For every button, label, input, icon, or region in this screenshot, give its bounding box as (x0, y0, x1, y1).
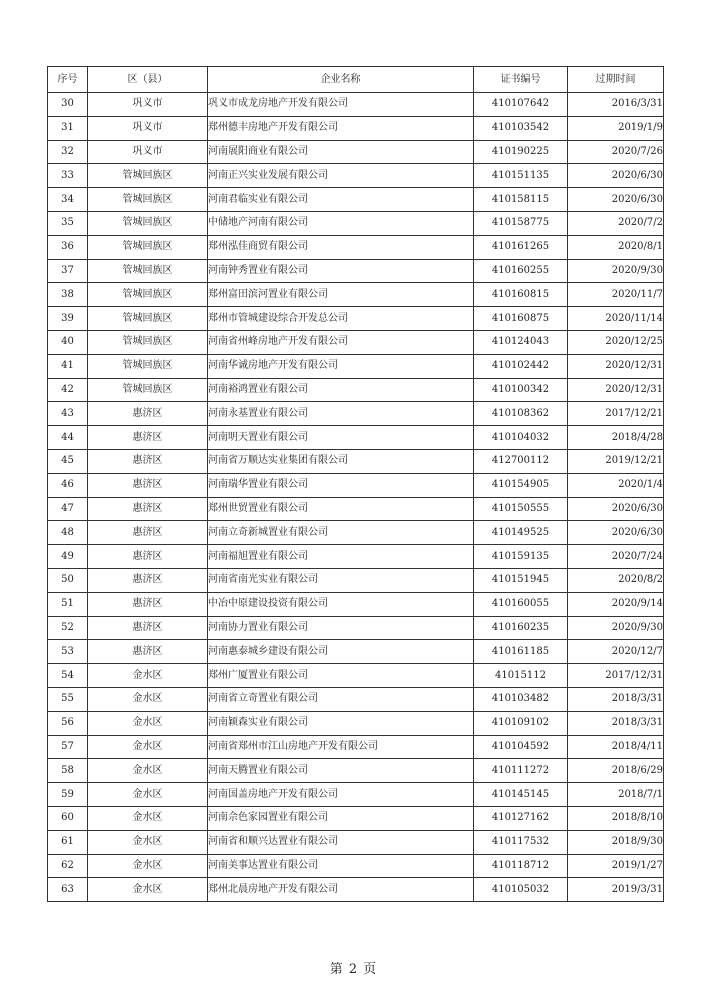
cell-company: 河南华诚房地产开发有限公司 (208, 354, 474, 378)
cell-expiry: 2018/8/10 (568, 806, 664, 830)
cell-district: 金水区 (88, 759, 208, 783)
header-company: 企业名称 (208, 67, 474, 93)
cell-no: 43 (48, 402, 88, 426)
cell-no: 56 (48, 711, 88, 735)
table-row (48, 806, 664, 830)
table-row (48, 402, 664, 426)
cell-cert: 410118712 (474, 854, 568, 878)
cell-district: 管城回族区 (88, 235, 208, 259)
cell-district: 惠济区 (88, 521, 208, 545)
cell-company: 河南正兴实业发展有限公司 (208, 164, 474, 188)
table-row (48, 283, 664, 307)
table-body (48, 93, 664, 902)
cell-district: 惠济区 (88, 497, 208, 521)
cell-company: 河南颖森实业有限公司 (208, 711, 474, 735)
cell-district: 惠济区 (88, 568, 208, 592)
cell-cert: 410109102 (474, 711, 568, 735)
cell-no: 35 (48, 211, 88, 235)
cell-no: 50 (48, 568, 88, 592)
cell-district: 管城回族区 (88, 354, 208, 378)
cell-district: 金水区 (88, 664, 208, 688)
cell-company: 郑州市管城建设综合开发总公司 (208, 307, 474, 331)
cell-expiry: 2019/1/27 (568, 854, 664, 878)
table-row (48, 759, 664, 783)
cell-no: 58 (48, 759, 88, 783)
cell-no: 41 (48, 354, 88, 378)
cell-expiry: 2020/6/30 (568, 188, 664, 212)
cell-expiry: 2017/12/21 (568, 402, 664, 426)
cell-cert: 410102442 (474, 354, 568, 378)
cell-cert: 410111272 (474, 759, 568, 783)
header-row (48, 67, 664, 93)
cell-cert: 410151135 (474, 164, 568, 188)
cell-company: 河南钟秀置业有限公司 (208, 259, 474, 283)
cell-cert: 410161265 (474, 235, 568, 259)
cell-company: 巩义市成龙房地产开发有限公司 (208, 93, 474, 117)
cell-no: 60 (48, 806, 88, 830)
header-district: 区（县） (88, 67, 208, 93)
cell-expiry: 2019/3/31 (568, 878, 664, 902)
table-row (48, 545, 664, 569)
cell-cert: 41015112 (474, 664, 568, 688)
cell-cert: 412700112 (474, 449, 568, 473)
table-row (48, 687, 664, 711)
cell-district: 管城回族区 (88, 164, 208, 188)
cell-no: 33 (48, 164, 88, 188)
cell-company: 郑州世贸置业有限公司 (208, 497, 474, 521)
header-cert: 证书编号 (474, 67, 568, 93)
cell-cert: 410124043 (474, 330, 568, 354)
cell-no: 30 (48, 93, 88, 117)
cell-expiry: 2020/6/30 (568, 521, 664, 545)
cell-company: 郑州北晨房地产开发有限公司 (208, 878, 474, 902)
cell-cert: 410108362 (474, 402, 568, 426)
cell-cert: 410104032 (474, 426, 568, 450)
cell-expiry: 2020/7/2 (568, 211, 664, 235)
cell-cert: 410158775 (474, 211, 568, 235)
cell-cert: 410105032 (474, 878, 568, 902)
cell-company: 河南省南光实业有限公司 (208, 568, 474, 592)
cell-cert: 410150555 (474, 497, 568, 521)
cell-district: 管城回族区 (88, 188, 208, 212)
cell-no: 61 (48, 830, 88, 854)
page-number: 第 2 页 (329, 962, 378, 977)
cell-expiry: 2020/8/2 (568, 568, 664, 592)
table-row (48, 616, 664, 640)
cell-expiry: 2020/12/7 (568, 640, 664, 664)
cell-company: 河南国盖房地产开发有限公司 (208, 783, 474, 807)
cell-cert: 410160255 (474, 259, 568, 283)
table-row (48, 140, 664, 164)
cell-cert: 410127162 (474, 806, 568, 830)
cell-expiry: 2018/4/28 (568, 426, 664, 450)
cell-district: 金水区 (88, 687, 208, 711)
cell-no: 51 (48, 592, 88, 616)
cell-expiry: 2019/1/9 (568, 116, 664, 140)
cell-no: 62 (48, 854, 88, 878)
table-row (48, 592, 664, 616)
cell-company: 河南裕鸿置业有限公司 (208, 378, 474, 402)
cell-no: 54 (48, 664, 88, 688)
cell-company: 中冶中原建设投资有限公司 (208, 592, 474, 616)
cell-district: 惠济区 (88, 449, 208, 473)
cell-cert: 410159135 (474, 545, 568, 569)
cell-company: 河南省郑州市江山房地产开发有限公司 (208, 735, 474, 759)
table-row (48, 330, 664, 354)
cell-no: 37 (48, 259, 88, 283)
table-row (48, 854, 664, 878)
cell-cert: 410160875 (474, 307, 568, 331)
cell-no: 63 (48, 878, 88, 902)
table-row (48, 116, 664, 140)
cell-no: 55 (48, 687, 88, 711)
cell-expiry: 2020/8/1 (568, 235, 664, 259)
cell-expiry: 2020/7/26 (568, 140, 664, 164)
cell-cert: 410151945 (474, 568, 568, 592)
cell-district: 管城回族区 (88, 283, 208, 307)
cell-company: 河南省立奇置业有限公司 (208, 687, 474, 711)
table-row (48, 664, 664, 688)
cell-district: 金水区 (88, 735, 208, 759)
table-row (48, 735, 664, 759)
cell-expiry: 2020/11/14 (568, 307, 664, 331)
cell-expiry: 2020/6/30 (568, 164, 664, 188)
cell-cert: 410103542 (474, 116, 568, 140)
cell-cert: 410154905 (474, 473, 568, 497)
cell-no: 31 (48, 116, 88, 140)
table-row (48, 783, 664, 807)
cell-no: 59 (48, 783, 88, 807)
cell-no: 47 (48, 497, 88, 521)
cell-company: 郑州德丰房地产开发有限公司 (208, 116, 474, 140)
cell-cert: 410145145 (474, 783, 568, 807)
cell-no: 46 (48, 473, 88, 497)
cell-company: 河南省和顺兴达置业有限公司 (208, 830, 474, 854)
table-row (48, 568, 664, 592)
cell-company: 河南省州峰房地产开发有限公司 (208, 330, 474, 354)
table-row (48, 878, 664, 902)
cell-company: 河南瑞华置业有限公司 (208, 473, 474, 497)
cell-expiry: 2020/12/31 (568, 378, 664, 402)
cell-no: 36 (48, 235, 88, 259)
header-no: 序号 (48, 67, 88, 93)
cell-expiry: 2020/11/7 (568, 283, 664, 307)
table-row (48, 497, 664, 521)
cell-expiry: 2017/12/31 (568, 664, 664, 688)
table-row (48, 211, 664, 235)
company-table (47, 66, 664, 902)
cell-no: 42 (48, 378, 88, 402)
cell-expiry: 2020/1/4 (568, 473, 664, 497)
cell-district: 惠济区 (88, 402, 208, 426)
cell-cert: 410158115 (474, 188, 568, 212)
cell-district: 惠济区 (88, 426, 208, 450)
cell-cert: 410190225 (474, 140, 568, 164)
cell-district: 巩义市 (88, 116, 208, 140)
table-row (48, 449, 664, 473)
cell-company: 河南协力置业有限公司 (208, 616, 474, 640)
cell-company: 河南天腾置业有限公司 (208, 759, 474, 783)
cell-no: 38 (48, 283, 88, 307)
table-row (48, 164, 664, 188)
cell-no: 52 (48, 616, 88, 640)
cell-district: 惠济区 (88, 616, 208, 640)
cell-company: 郑州泓佳商贸有限公司 (208, 235, 474, 259)
cell-district: 金水区 (88, 783, 208, 807)
cell-district: 惠济区 (88, 640, 208, 664)
cell-expiry: 2019/12/21 (568, 449, 664, 473)
cell-cert: 410160055 (474, 592, 568, 616)
cell-expiry: 2018/7/1 (568, 783, 664, 807)
cell-expiry: 2018/6/29 (568, 759, 664, 783)
cell-company: 郑州富田滨河置业有限公司 (208, 283, 474, 307)
table-row (48, 259, 664, 283)
table-row (48, 521, 664, 545)
cell-district: 管城回族区 (88, 330, 208, 354)
cell-district: 惠济区 (88, 592, 208, 616)
cell-cert: 410160815 (474, 283, 568, 307)
cell-company: 中储地产河南有限公司 (208, 211, 474, 235)
cell-no: 39 (48, 307, 88, 331)
cell-expiry: 2020/12/25 (568, 330, 664, 354)
table-header (48, 67, 664, 93)
table-row (48, 235, 664, 259)
cell-district: 惠济区 (88, 545, 208, 569)
cell-cert: 410160235 (474, 616, 568, 640)
cell-district: 管城回族区 (88, 378, 208, 402)
cell-no: 44 (48, 426, 88, 450)
cell-expiry: 2020/12/31 (568, 354, 664, 378)
table-row (48, 473, 664, 497)
cell-cert: 410161185 (474, 640, 568, 664)
table-row (48, 830, 664, 854)
cell-company: 河南明天置业有限公司 (208, 426, 474, 450)
cell-expiry: 2020/9/30 (568, 259, 664, 283)
cell-expiry: 2020/9/14 (568, 592, 664, 616)
cell-company: 河南福旭置业有限公司 (208, 545, 474, 569)
table-row (48, 426, 664, 450)
cell-cert: 410100342 (474, 378, 568, 402)
cell-district: 巩义市 (88, 93, 208, 117)
table-row (48, 307, 664, 331)
cell-company: 河南惠泰城乡建设有限公司 (208, 640, 474, 664)
cell-company: 河南立奇新城置业有限公司 (208, 521, 474, 545)
cell-district: 管城回族区 (88, 211, 208, 235)
cell-company: 河南省万顺达实业集团有限公司 (208, 449, 474, 473)
cell-no: 49 (48, 545, 88, 569)
table-row (48, 93, 664, 117)
cell-expiry: 2020/9/30 (568, 616, 664, 640)
cell-company: 郑州广厦置业有限公司 (208, 664, 474, 688)
cell-no: 40 (48, 330, 88, 354)
cell-district: 管城回族区 (88, 259, 208, 283)
cell-district: 惠济区 (88, 473, 208, 497)
cell-district: 管城回族区 (88, 307, 208, 331)
cell-district: 金水区 (88, 830, 208, 854)
cell-no: 32 (48, 140, 88, 164)
cell-no: 34 (48, 188, 88, 212)
cell-no: 45 (48, 449, 88, 473)
cell-district: 金水区 (88, 711, 208, 735)
cell-expiry: 2018/4/11 (568, 735, 664, 759)
cell-company: 河南展阳商业有限公司 (208, 140, 474, 164)
table-row (48, 640, 664, 664)
cell-no: 53 (48, 640, 88, 664)
cell-district: 金水区 (88, 854, 208, 878)
cell-cert: 410149525 (474, 521, 568, 545)
cell-no: 48 (48, 521, 88, 545)
table-row (48, 354, 664, 378)
cell-expiry: 2018/9/30 (568, 830, 664, 854)
cell-company: 河南永基置业有限公司 (208, 402, 474, 426)
cell-company: 河南美事达置业有限公司 (208, 854, 474, 878)
cell-no: 57 (48, 735, 88, 759)
cell-expiry: 2020/7/24 (568, 545, 664, 569)
table-row (48, 711, 664, 735)
cell-expiry: 2018/3/31 (568, 687, 664, 711)
table-row (48, 188, 664, 212)
cell-expiry: 2016/3/31 (568, 93, 664, 117)
cell-cert: 410117532 (474, 830, 568, 854)
header-expiry: 过期时间 (568, 67, 664, 93)
cell-expiry: 2020/6/30 (568, 497, 664, 521)
table-row (48, 378, 664, 402)
cell-cert: 410103482 (474, 687, 568, 711)
cell-company: 河南君临实业有限公司 (208, 188, 474, 212)
cell-district: 金水区 (88, 878, 208, 902)
cell-district: 巩义市 (88, 140, 208, 164)
cell-company: 河南佘色家园置业有限公司 (208, 806, 474, 830)
cell-expiry: 2018/3/31 (568, 711, 664, 735)
cell-cert: 410107642 (474, 93, 568, 117)
cell-district: 金水区 (88, 806, 208, 830)
cell-cert: 410104592 (474, 735, 568, 759)
